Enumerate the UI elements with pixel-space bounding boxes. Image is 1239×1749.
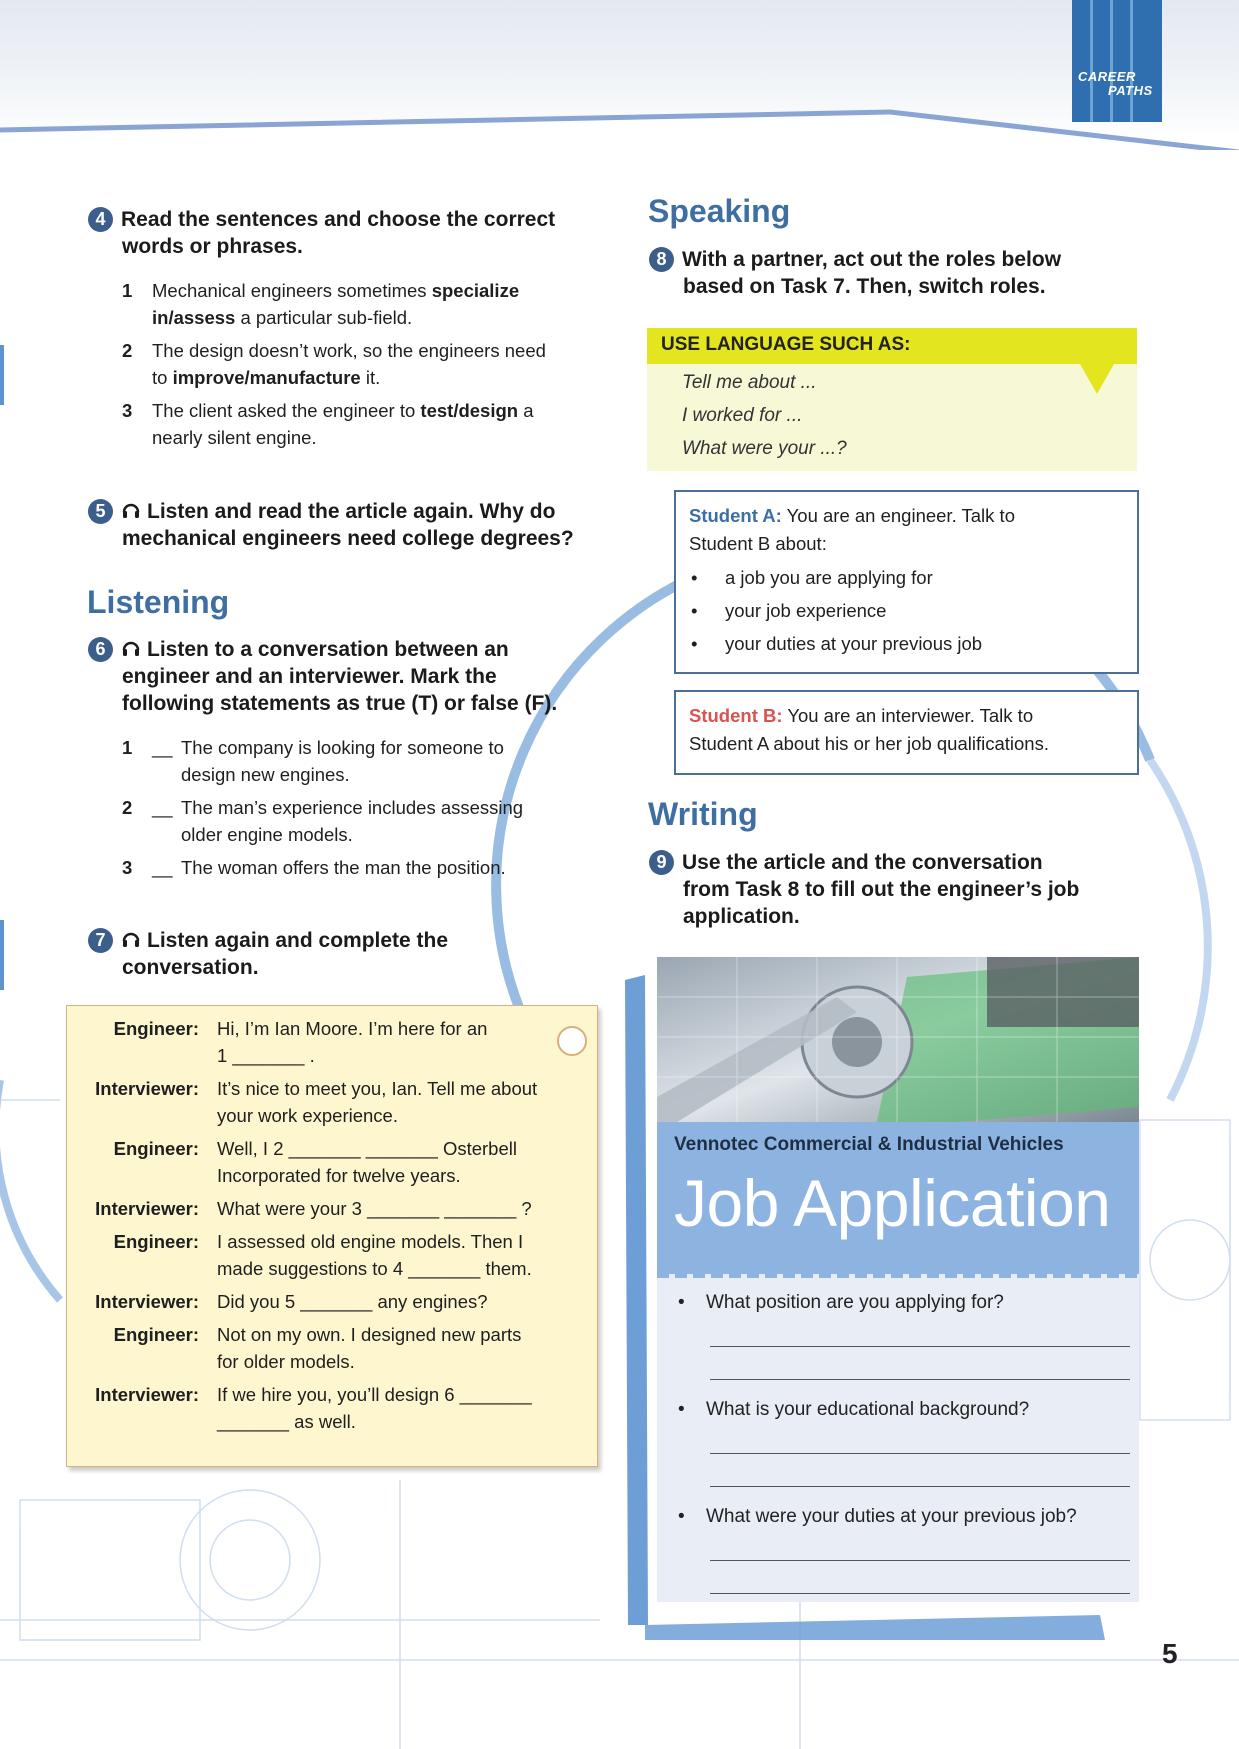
answer-blank[interactable]: __	[152, 857, 173, 878]
speaker-label: Interviewer:	[95, 1198, 199, 1219]
choice-option[interactable]: specialize	[431, 280, 520, 301]
dialog-text: What were your 3 _______ _______ ?	[217, 1198, 532, 1219]
item-text: a particular sub-field.	[235, 307, 413, 328]
dialog-text: I assessed old engine models. Then I	[217, 1231, 524, 1252]
item-text: design new engines.	[181, 764, 350, 785]
phrase-3: What were your ...?	[682, 438, 847, 459]
dashed-divider	[657, 1268, 1139, 1280]
choice-option[interactable]: test/design	[420, 400, 519, 421]
engineering-tools-photo	[657, 957, 1139, 1122]
item-text: Mechanical engineers sometimes	[152, 280, 432, 301]
speaker-label: Interviewer:	[95, 1291, 199, 1312]
task-6-number: 6	[88, 637, 113, 662]
item-text: The woman offers the man the position.	[181, 857, 506, 878]
task-6-line-2: engineer and an interviewer. Mark the	[122, 665, 497, 688]
task-9-instruction	[649, 849, 1149, 930]
dialog-text: _______ as well.	[217, 1411, 356, 1432]
item-text: nearly silent engine.	[152, 427, 317, 448]
student-a-label: Student A:	[689, 505, 782, 526]
dialog-text: Well, I 2 _______ _______ Osterbell	[217, 1138, 517, 1159]
task-8-line-1: With a partner, act out the roles below	[682, 248, 1062, 271]
headphones-icon	[121, 500, 141, 520]
task-6-line-1: Listen to a conversation between an	[147, 638, 509, 661]
task-4-line-1: Read the sentences and choose the correct	[121, 208, 556, 231]
dialog-text: Incorporated for twelve years.	[217, 1165, 461, 1186]
task-7-line-2: conversation.	[122, 956, 259, 979]
task-5-line-2: mechanical engineers need college degrees?	[122, 527, 574, 550]
page-number: 5	[1162, 1638, 1178, 1669]
language-heading-text: USE LANGUAGE SUCH AS:	[661, 334, 911, 355]
dialog-text: Hi, I’m Ian Moore. I’m here for an	[217, 1018, 488, 1039]
writing-title: Writing	[648, 796, 758, 832]
answer-blank[interactable]: __	[152, 737, 173, 758]
item-number: 3	[122, 400, 133, 421]
language-box-heading	[647, 328, 1137, 364]
dialog-text: your work experience.	[217, 1105, 398, 1126]
choice-option[interactable]: in/assess	[152, 307, 236, 328]
question-text: What is your educational background?	[706, 1399, 1030, 1420]
task-4-item-3	[122, 397, 602, 451]
bullet-text: your job experience	[725, 600, 887, 621]
speaker-label: Engineer:	[113, 1324, 199, 1345]
answer-line[interactable]	[710, 1560, 1130, 1561]
phrase-1: Tell me about ...	[682, 372, 817, 393]
task-8-number: 8	[649, 247, 674, 272]
task-6-item-2	[122, 794, 602, 848]
question-text: What position are you applying for?	[706, 1292, 1004, 1313]
item-number: 3	[122, 857, 133, 878]
item-text: to	[152, 367, 173, 388]
company-name: Vennotec Commercial & Industrial Vehicles	[674, 1134, 1064, 1155]
speaker-label: Engineer:	[113, 1231, 199, 1252]
headphones-icon	[121, 929, 141, 949]
task-4-item-1	[122, 277, 602, 331]
answer-line[interactable]	[710, 1379, 1130, 1380]
student-b-text: Student A about his or her job qualifications.	[689, 733, 1049, 754]
item-text: older engine models.	[181, 824, 353, 845]
student-a-text: You are an engineer. Talk to	[781, 505, 1015, 526]
answer-blank[interactable]: __	[152, 797, 173, 818]
task-6-item-3	[122, 854, 602, 881]
task-4-number: 4	[88, 207, 113, 232]
item-number: 2	[122, 797, 133, 818]
task-8-line-2: based on Task 7. Then, switch roles.	[683, 275, 1046, 298]
task-5-instruction	[88, 498, 628, 552]
logo-line-2: PATHS	[1108, 83, 1153, 98]
speaker-label: Engineer:	[113, 1138, 199, 1159]
task-8-instruction	[649, 246, 1149, 300]
task-6-line-3: following statements as true (T) or false (F).	[122, 692, 558, 715]
student-b-text: You are an interviewer. Talk to	[782, 705, 1034, 726]
item-number: 2	[122, 340, 133, 361]
headphones-icon	[121, 638, 141, 658]
student-a-box: Student A: You are an engineer. Talk to Student B about: • a job you are applying for • your job experience • your duties at your previous job	[674, 490, 1139, 674]
speaker-label: Interviewer:	[95, 1384, 199, 1405]
answer-line[interactable]	[710, 1453, 1130, 1454]
dialog-text: It’s nice to meet you, Ian. Tell me about	[217, 1078, 538, 1099]
task-9-number: 9	[649, 850, 674, 875]
task-9-line-1: Use the article and the conversation	[682, 851, 1043, 874]
speaker-label: Engineer:	[113, 1018, 199, 1039]
logo-line-1: CAREER	[1078, 69, 1136, 84]
task-7-instruction	[88, 927, 608, 981]
item-text: it.	[360, 367, 381, 388]
student-a-text: Student B about:	[689, 533, 827, 554]
choice-option[interactable]: improve/manufacture	[172, 367, 361, 388]
speaker-label: Interviewer:	[95, 1078, 199, 1099]
item-text: The client asked the engineer to	[152, 400, 421, 421]
question-text: What were your duties at your previous job?	[706, 1506, 1077, 1527]
dialog-text: made suggestions to 4 _______ them.	[217, 1258, 532, 1279]
dialog-text: for older models.	[217, 1351, 355, 1372]
answer-line[interactable]	[710, 1593, 1130, 1594]
bullet-text: your duties at your previous job	[725, 633, 983, 654]
task-4-line-2: words or phrases.	[122, 235, 303, 258]
item-text: The company is looking for someone to	[181, 737, 504, 758]
job-application-title: Job Application	[674, 1166, 1111, 1240]
dialog-text: If we hire you, you’ll design 6 _______	[217, 1384, 532, 1405]
student-b-box	[674, 690, 1139, 775]
speaking-title: Speaking	[648, 193, 791, 229]
answer-line[interactable]	[710, 1486, 1130, 1487]
speech-tail-icon	[1080, 364, 1114, 394]
task-7-number: 7	[88, 928, 113, 953]
bullet-text: a job you are applying for	[725, 567, 933, 588]
item-text: The man’s experience includes assessing	[181, 797, 524, 818]
student-b-label: Student B:	[689, 705, 783, 726]
dialog-text: Not on my own. I designed new parts	[217, 1324, 522, 1345]
item-number: 1	[122, 737, 133, 758]
dialog-text: Did you 5 _______ any engines?	[217, 1291, 488, 1312]
listening-title: Listening	[87, 584, 230, 620]
task-6-item-1	[122, 734, 602, 788]
task-6-instruction	[88, 636, 628, 717]
dialog-text: 1 _______ .	[217, 1045, 315, 1066]
answer-line[interactable]	[710, 1346, 1130, 1347]
task-5-line-1: Listen and read the article again. Why do	[147, 500, 556, 523]
item-text: a	[518, 400, 534, 421]
item-number: 1	[122, 280, 133, 301]
phrase-2: I worked for ...	[682, 405, 803, 426]
conversation-box	[66, 1005, 598, 1467]
task-7-line-1: Listen again and complete the	[147, 929, 449, 952]
task-4-instruction	[88, 206, 608, 260]
task-9-line-3: application.	[683, 905, 800, 928]
task-5-number: 5	[88, 499, 113, 524]
task-9-line-2: from Task 8 to fill out the engineer’s job	[683, 878, 1080, 901]
item-text: The design doesn’t work, so the engineers need	[152, 340, 546, 361]
task-4-item-2	[122, 337, 602, 391]
